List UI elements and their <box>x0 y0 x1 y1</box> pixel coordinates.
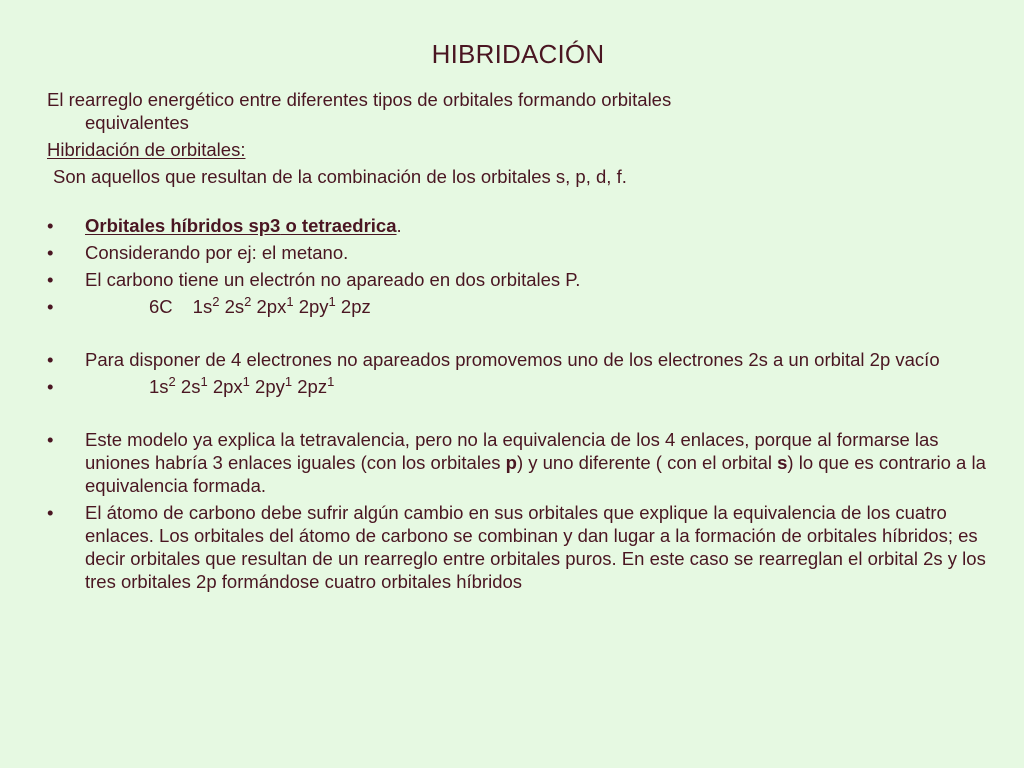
bullet-marker: • <box>47 242 54 263</box>
bullet-marker: • <box>47 296 54 317</box>
slide-title: HIBRIDACIÓN <box>431 39 605 69</box>
config-term: 2px <box>207 376 243 397</box>
bullet-text: Considerando por ej: el metano. <box>85 242 349 263</box>
config-term: 2s <box>219 296 245 317</box>
subheading-text: Hibridación de orbitales: <box>47 139 246 160</box>
bullet-text: El carbono tiene un electrón no apareado en dos orbitales P. <box>85 269 581 290</box>
bullet-marker: • <box>47 376 54 397</box>
bullet-text: Para disponer de 4 electrones no apareados promovemos uno de los electrones 2s a un orbital 2p vacío <box>85 349 940 370</box>
bullet-text: Este modelo ya explica la tetravalencia, pero no la equivalencia de los 4 enlaces, porque al formarse las uniones habría 3 enlaces iguales (con los orbitales <box>85 429 939 473</box>
intro-line-1: El rearreglo energético entre diferentes tipos de orbitales formando orbitales <box>47 89 672 110</box>
slide-body <box>47 88 987 597</box>
config-term: 2pz <box>292 376 328 397</box>
subheading <box>47 138 987 161</box>
bullet-item-metano <box>47 241 987 264</box>
bullet-sp3-bold: Orbitales híbridos sp3 <box>85 215 281 236</box>
bullet-text: ) y uno diferente ( con el orbital <box>516 452 778 473</box>
description: Son aquellos que resultan de la combinación de los orbitales s, p, d, f. <box>53 166 627 187</box>
bullet-marker: • <box>47 269 54 290</box>
bullet-item-tetravalencia <box>47 428 987 497</box>
config-sup: 1 <box>284 373 293 389</box>
config-term: 2py <box>293 296 329 317</box>
config-sup: 1 <box>327 373 335 389</box>
config-term: 2pz <box>335 296 371 317</box>
bullet-item-promovemos <box>47 348 987 371</box>
config-sup: 1 <box>286 293 294 309</box>
config-sup: 1 <box>328 293 336 309</box>
bullet-item-atomo-carbono <box>47 501 987 593</box>
bullet-list <box>47 214 987 593</box>
config-sup: 1 <box>242 373 250 389</box>
bullet-marker: • <box>47 502 54 523</box>
bold-s: s <box>777 452 788 473</box>
element-label: 6C <box>149 296 173 317</box>
config-sup: 2 <box>168 373 176 389</box>
config-term: 1s <box>192 296 213 317</box>
bullet-tetraedrica-bold: o tetraedrica <box>280 215 397 236</box>
bullet-text: ) lo que es contrario a la equivalencia formada. <box>85 452 986 496</box>
config-term: 2px <box>251 296 287 317</box>
bullet-item-hybrid-sp3 <box>47 214 987 237</box>
config-sup: 2 <box>212 293 220 309</box>
bullet-marker: • <box>47 429 54 450</box>
bullet-marker: • <box>47 349 54 370</box>
intro-paragraph <box>47 88 987 134</box>
config-term: 1s <box>149 376 169 397</box>
bullet-item-carbono <box>47 268 987 291</box>
bold-p: p <box>505 452 517 473</box>
bullet-item-config-ground <box>47 295 987 318</box>
bullet-marker: • <box>47 215 54 236</box>
bullet-text: El átomo de carbono debe sufrir algún cambio en sus orbitales que explique la equivalencia de los cuatro enlaces. Los orbitales del átomo de carbono se combinan y dan lugar a la formación de orbitales híbridos; es decir orbitales que resultan de un rearreglo entre orbitales puros. En este caso se rearreglan el orbital 2s y los tres orbitales 2p formándose cuatro orbitales híbridos <box>85 502 986 592</box>
config-term: 2py <box>249 376 285 397</box>
intro-line-2: equivalentes <box>85 112 189 133</box>
bullet-item-config-excited <box>47 375 987 398</box>
bullet-sp3-period: . <box>396 215 402 236</box>
config-sup: 2 <box>244 293 252 309</box>
config-sup: 1 <box>200 373 208 389</box>
config-term: 2s <box>175 376 201 397</box>
